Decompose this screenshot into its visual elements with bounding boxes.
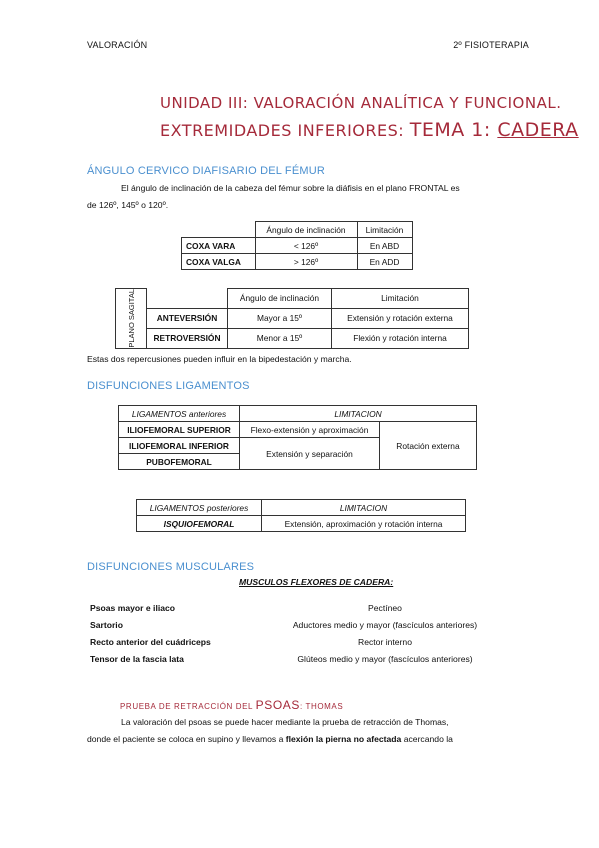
table-cell: ILIOFEMORAL INFERIOR [119,438,240,454]
table-header: Limitación [357,222,412,238]
table-cell: > 126º [255,254,357,270]
note-repercusiones: Estas dos repercusiones pueden influir en la bipedestación y marcha. [87,354,352,364]
table-header: Ángulo de inclinación [255,222,357,238]
header-right: 2º FISIOTERAPIA [453,40,529,50]
section-heading-ligamentos: DISFUNCIONES LIGAMENTOS [87,380,250,392]
table-header: Ángulo de inclinación [228,289,332,309]
table-cell: ANTEVERSIÓN [147,308,228,328]
table-cell: Extensión, aproximación y rotación interna [262,516,466,532]
muscle-right: Aductores medio y mayor (fascículos anteriores) [292,620,478,630]
table-cell: Extensión y rotación externa [332,308,469,328]
table-cell: Menor a 15º [228,328,332,348]
table-cell: Extensión y separación [240,438,380,470]
table-header: LIMITACION [262,500,466,516]
table-header: LIGAMENTOS posteriores [137,500,262,516]
text-run: donde el paciente se coloca en supino y llevamos a [87,734,286,744]
plano-sagital-table [115,288,469,349]
paragraph-line: de 126º, 145º o 120º. [87,200,169,210]
table-cell: ISQUIOFEMORAL [137,516,262,532]
paragraph-line: La valoración del psoas se puede hacer mediante la prueba de retracción de Thomas, [121,717,449,727]
table-row [137,516,466,532]
table-cell: Flexión y rotación interna [332,328,469,348]
table-row [116,328,469,348]
musculos-list [90,603,520,673]
table-row [182,254,413,270]
table-row [116,308,469,328]
table-cell: Flexo-extensión y aproximación [240,422,380,438]
table-cell: Mayor a 15º [228,308,332,328]
sub-suffix: : THOMAS [299,702,344,711]
header-left: VALORACIÓN [87,40,148,50]
muscle-right: Glúteos medio y mayor (fascículos anteriores) [297,654,473,664]
section-heading-musculares: DISFUNCIONES MUSCULARES [87,561,255,573]
subheading-prueba-thomas [120,698,343,712]
muscle-right: Rector interno [358,637,412,647]
table-header: Limitación [332,289,469,309]
text-run: acercando la [401,734,453,744]
table-header-text: LIGAMENTOS anteriores [131,408,227,419]
muscle-left: Recto anterior del cuádriceps [90,637,211,647]
paragraph-line [87,731,515,748]
table-cell: COXA VARA [182,238,256,254]
paragraph-line: El ángulo de inclinación de la cabeza del fémur sobre la diáfisis en el plano FRONTAL es [121,183,460,193]
muscle-right: Pectíneo [368,603,402,613]
paragraph-thomas [87,714,515,748]
page-title-line1: UNIDAD III: VALORACIÓN ANALÍTICA Y FUNCIONAL. [160,94,562,112]
table-header-empty [182,222,256,238]
table-cell: Rotación externa [379,422,476,470]
table-cell: RETROVERSIÓN [147,328,228,348]
page-title-line2 [160,119,579,141]
ligamentos-posteriores-table [136,499,466,532]
section-heading-angulo: ÁNGULO CERVICO DIAFISARIO DEL FÉMUR [87,165,326,177]
side-label-cell [116,289,147,349]
sub-psoas: PSOAS [255,698,300,712]
table-row [119,422,477,438]
title-prefix: EXTREMIDADES INFERIORES: [160,121,410,140]
table-cell: En ADD [357,254,412,270]
ligamentos-anteriores-table [118,405,477,470]
table-header: LIMITACION [240,406,477,422]
text-run-bold: flexión la pierna no afectada [285,734,402,744]
musculos-subtitle: MUSCULOS FLEXORES DE CADERA: [239,577,394,587]
muscle-left: Sartorio [90,620,123,630]
sub-prefix: PRUEBA DE RETRACCIÓN DEL [120,702,256,711]
paragraph-angulo [87,180,515,214]
title-tema: TEMA 1: [409,119,498,141]
muscle-left: Tensor de la fascia lata [90,654,184,664]
coxa-table [181,221,413,270]
muscle-left: Psoas mayor e iliaco [90,603,176,613]
table-cell: COXA VALGA [182,254,256,270]
table-cell: PUBOFEMORAL [119,454,240,470]
table-row [182,238,413,254]
table-header-empty [147,289,228,309]
title-cadera: CADERA [497,119,579,141]
table-header [119,406,240,422]
table-cell: < 126º [255,238,357,254]
table-cell: ILIOFEMORAL SUPERIOR [119,422,240,438]
table-cell: En ABD [357,238,412,254]
side-label: PLANO SAGITAL [126,289,136,348]
